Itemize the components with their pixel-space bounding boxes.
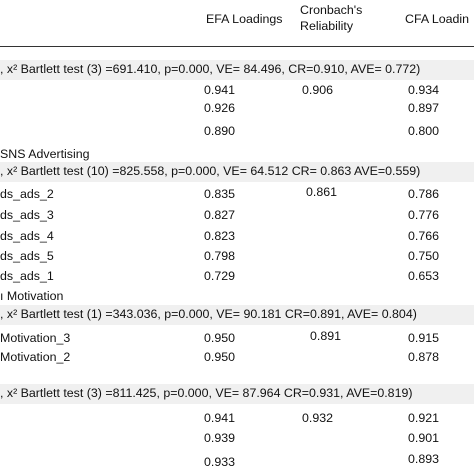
section-2-row-4-cfa: 0.750 xyxy=(408,249,440,263)
section-4-row-2-cfa: 0.901 xyxy=(408,431,440,445)
header-cronbach-line1: Cronbach's xyxy=(300,3,363,17)
section-3-row-1-efa: 0.950 xyxy=(204,331,236,345)
section-3-row-1-cronbach: 0.891 xyxy=(310,329,342,343)
section-3-stats: , x² Bartlett test (1) =343.036, p=0.000, VE= 90.181 CR=0.891, AVE= 0.804) xyxy=(0,305,474,325)
section-1-row-3-cfa: 0.800 xyxy=(408,124,440,138)
header-cfa-loadings: CFA Loadin xyxy=(405,12,470,26)
section-2-row-2-cfa: 0.776 xyxy=(408,208,440,222)
section-1-row-3-efa: 0.890 xyxy=(204,124,236,138)
section-2-row-3-label: ds_ads_4 xyxy=(0,229,54,243)
section-2-row-3-efa: 0.823 xyxy=(204,229,236,243)
section-1-row-2-cfa: 0.897 xyxy=(408,101,440,115)
section-2-row-4-label: ds_ads_5 xyxy=(0,249,54,263)
section-4-row-1-efa: 0.941 xyxy=(204,411,236,425)
section-4-row-3-cfa: 0.893 xyxy=(408,452,440,466)
section-4-row-3-efa: 0.933 xyxy=(204,455,236,469)
section-4-stats: , x² Bartlett test (3) =811.425, p=0.000, VE= 87.964 CR=0.931, AVE=0.819) xyxy=(0,384,474,404)
section-2-row-4-efa: 0.798 xyxy=(204,249,236,263)
section-2-row-1-efa: 0.835 xyxy=(204,187,236,201)
section-3-row-1-cfa: 0.915 xyxy=(408,331,440,345)
header-efa-loadings: EFA Loadings xyxy=(206,12,283,26)
section-4-row-1-cronbach: 0.932 xyxy=(302,411,334,425)
section-1-row-2-efa: 0.926 xyxy=(204,101,236,115)
section-2-row-1-label: ds_ads_2 xyxy=(0,187,54,201)
section-2-heading: SNS Advertising xyxy=(0,147,90,161)
section-3-heading: ı Motivation xyxy=(0,289,64,303)
section-2-stats: , x² Bartlett test (10) =825.558, p=0.000, VE= 64.512 CR= 0.863 AVE=0.559) xyxy=(0,162,474,182)
section-2-row-5-cfa: 0.653 xyxy=(408,269,440,283)
header-cronbach-line2: Reliability xyxy=(300,19,354,33)
section-3-row-2-label: Motivation_2 xyxy=(0,350,71,364)
section-2-row-2-label: ds_ads_3 xyxy=(0,208,54,222)
section-2-row-5-label: ds_ads_1 xyxy=(0,269,54,283)
section-3-row-2-cfa: 0.878 xyxy=(408,350,440,364)
section-1-row-1-cronbach: 0.906 xyxy=(302,83,334,97)
section-1-stats: , x² Bartlett test (3) =691.410, p=0.000, VE= 84.496, CR=0.910, AVE= 0.772) xyxy=(0,60,474,80)
section-4-row-2-efa: 0.939 xyxy=(204,431,236,445)
section-1-row-1-efa: 0.941 xyxy=(204,83,236,97)
section-3-row-1-label: Motivation_3 xyxy=(0,331,71,345)
section-2-row-3-cfa: 0.766 xyxy=(408,229,440,243)
section-2-row-1-cronbach: 0.861 xyxy=(306,185,338,199)
section-2-row-1-cfa: 0.786 xyxy=(408,187,440,201)
section-3-row-2-efa: 0.950 xyxy=(204,350,236,364)
header-rule xyxy=(0,46,474,47)
section-4-row-1-cfa: 0.921 xyxy=(408,411,440,425)
section-1-row-1-cfa: 0.934 xyxy=(408,83,440,97)
section-2-row-2-efa: 0.827 xyxy=(204,208,236,222)
section-2-row-5-efa: 0.729 xyxy=(204,269,236,283)
